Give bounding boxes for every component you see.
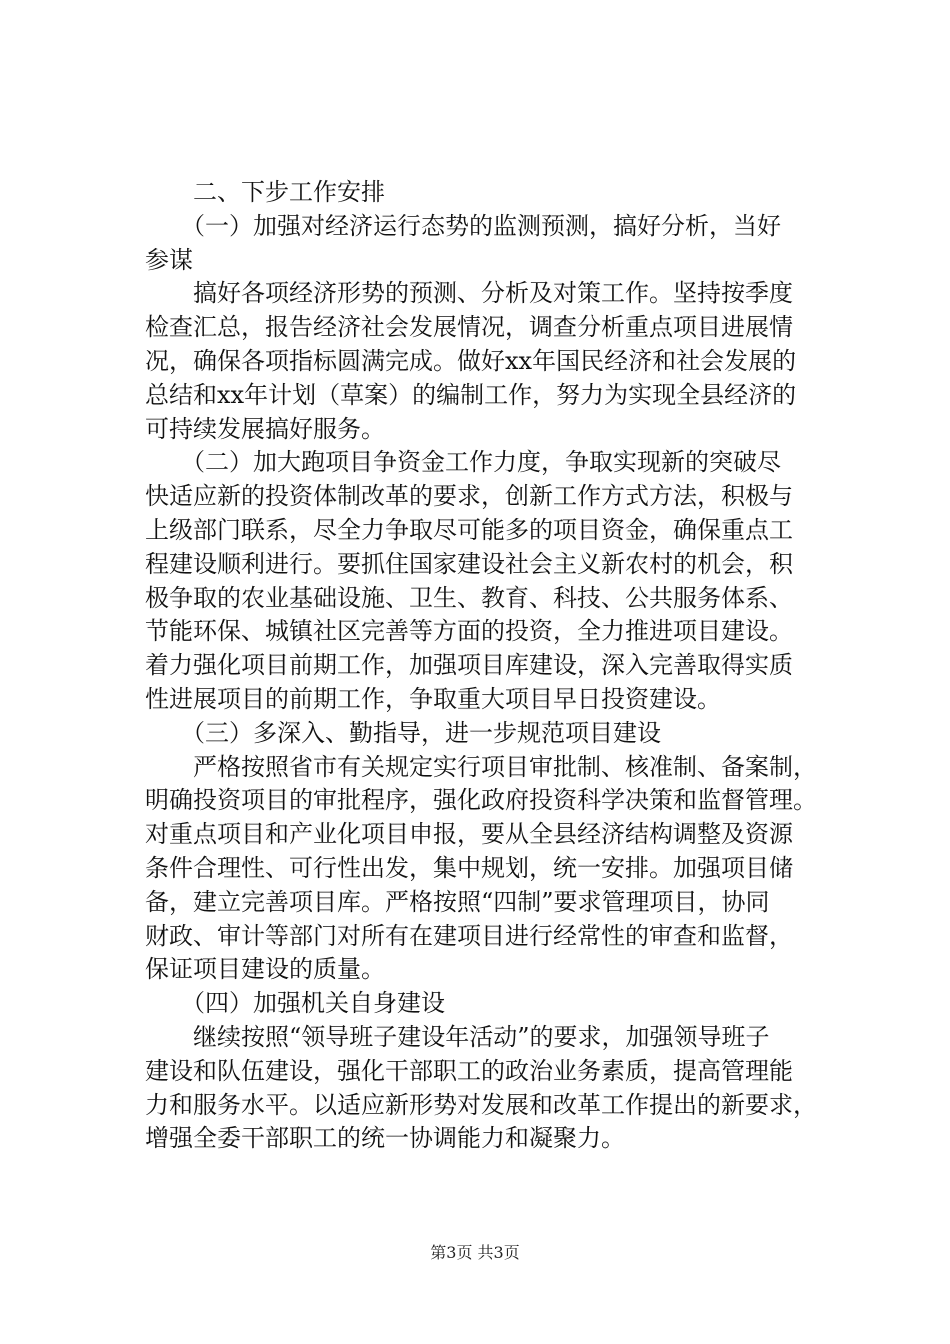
text-line: 搞好各项经济形势的预测、分析及对策工作。坚持按季度: [193, 279, 793, 308]
text-line: 增强全委干部职工的统一协调能力和凝聚力。: [145, 1124, 625, 1153]
text-line: 参谋: [145, 245, 193, 274]
text-line: 条件合理性、可行性出发，集中规划，统一安排。加强项目储: [145, 853, 793, 882]
text-line: 检查汇总，报告经济社会发展情况，调查分析重点项目进展情: [145, 313, 793, 342]
page-number: 第3页 共3页: [430, 1243, 520, 1262]
section-heading: 二、下步工作安排: [193, 178, 385, 206]
page-footer: [0, 1243, 950, 1263]
text-line: 财政、审计等部门对所有在建项目进行经常性的审查和监督，: [145, 921, 793, 950]
subsection-heading: （二）加大跑项目争资金工作力度，争取实现新的突破尽: [181, 448, 781, 477]
text-line: 着力强化项目前期工作，加强项目库建设，深入完善取得实质: [145, 651, 793, 680]
subsection-heading: （四）加强机关自身建设: [181, 989, 445, 1018]
text-line: 备，建立完善项目库。严格按照“四制”要求管理项目，协同: [145, 887, 770, 916]
text-line: 况，确保各项指标圆满完成。做好xx年国民经济和社会发展的: [145, 346, 797, 375]
text-line: 对重点项目和产业化项目申报，要从全县经济结构调整及资源: [145, 820, 793, 849]
text-line: 上级部门联系，尽全力争取尽可能多的项目资金，确保重点工: [145, 515, 793, 544]
text-line: 极争取的农业基础设施、卫生、教育、科技、公共服务体系、: [145, 583, 793, 612]
subsection-heading: （三）多深入、勤指导，进一步规范项目建设: [181, 718, 661, 747]
text-line: 快适应新的投资体制改革的要求，创新工作方式方法，积极与: [145, 482, 793, 511]
text-line: 力和服务水平。以适应新形势对发展和改革工作提出的新要求，: [145, 1090, 817, 1119]
body-text: [145, 176, 845, 1156]
text-line: 建设和队伍建设，强化干部职工的政治业务素质，提高管理能: [145, 1056, 793, 1085]
text-line: 保证项目建设的质量。: [145, 955, 385, 984]
subsection-heading: （一）加强对经济运行态势的监测预测，搞好分析，当好: [181, 211, 781, 240]
text-line: 节能环保、城镇社区完善等方面的投资，全力推进项目建设。: [145, 617, 793, 646]
text-line: 程建设顺利进行。要抓住国家建设社会主义新农村的机会，积: [145, 549, 793, 578]
text-line: 明确投资项目的审批程序，强化政府投资科学决策和监督管理。: [145, 786, 817, 815]
text-line: 总结和xx年计划（草案）的编制工作，努力为实现全县经济的: [145, 380, 797, 409]
text-line: 严格按照省市有关规定实行项目审批制、核准制、备案制，: [193, 752, 817, 781]
text-line: 性进展项目的前期工作，争取重大项目早日投资建设。: [145, 684, 721, 713]
text-line: 可持续发展搞好服务。: [145, 414, 385, 443]
text-line: 继续按照“领导班子建设年活动”的要求，加强领导班子: [193, 1022, 770, 1051]
